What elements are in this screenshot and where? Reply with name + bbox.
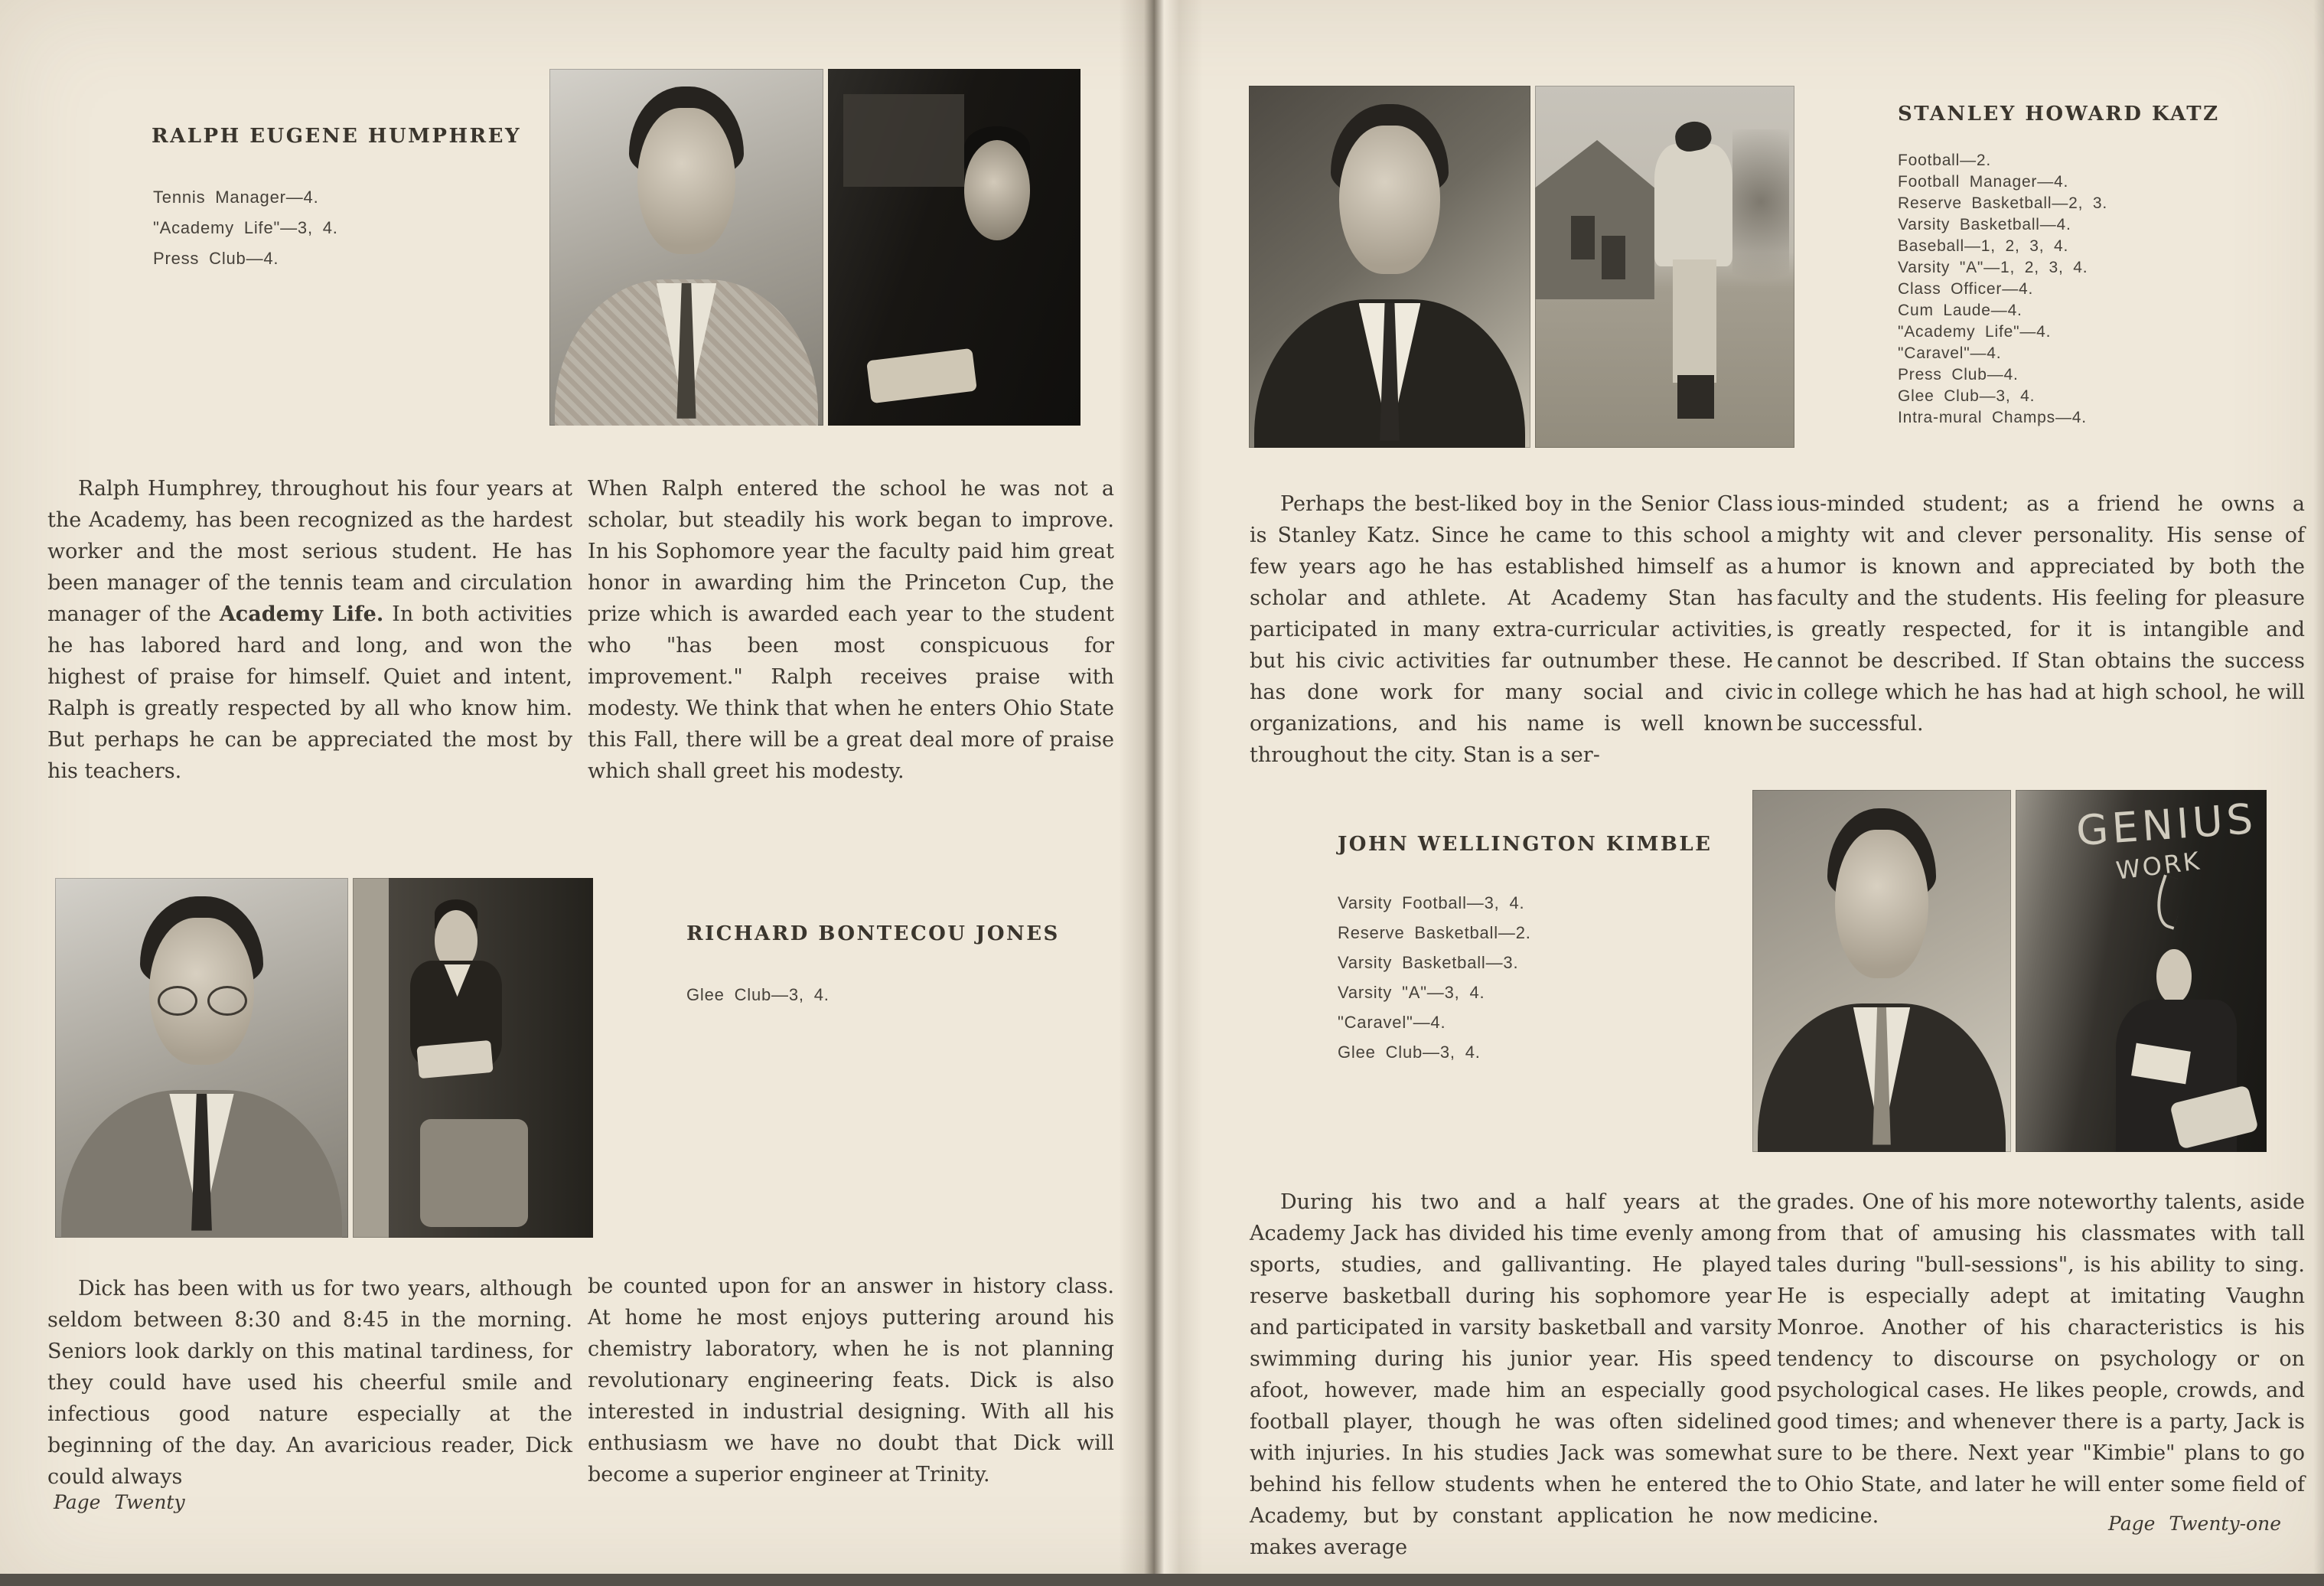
baseball-jersey-shape [1654,144,1732,267]
jones-candid-photo [353,878,593,1238]
activities-list-jones [686,980,830,1010]
humphrey-bio-col1 [47,473,572,787]
activity-item: Cum Laude—4. [1898,302,2022,319]
kimble-candid-photo [2016,790,2267,1152]
portrait-face [1339,126,1440,274]
baseball-sock-shape [1677,375,1713,419]
activity-item: Varsity "A"—1, 2, 3, 4. [1898,259,2088,276]
activity-item: "Caravel"—4. [1898,344,2002,362]
jones-photo-pair [55,878,593,1238]
house-window-shape [1571,216,1595,259]
katz-portrait-photo [1249,86,1530,448]
katz-bio-col1: Perhaps the best-liked boy in the Senior Class is Stanley Katz. Since he came to this school a few years ago he has established himself as a scholar and athlete. At Academy Stan has participated in many extra-curricular activities, but his civic activities far outnumber these. He has done work for many social and civic organizations, and his name is well known throughout the city. Stan is a ser- [1250,492,1773,767]
page-number-left: Page Twenty [54,1491,185,1513]
book-shape [866,348,976,403]
activity-item: Press Club—4. [1898,366,2019,383]
jones-portrait-photo [55,878,348,1238]
chalk-arrow-icon [2149,874,2189,930]
activity-item: Reserve Basketball—2, 3. [1898,194,2107,212]
activity-item: Glee Club—3, 4. [686,985,830,1004]
legs-shape [420,1119,528,1227]
bio-text: Ralph Humphrey, throughout his four years at the Academy, has been recognized as the hardest worker and the most serious student. He has been manager of the tennis team and circulation manager of the [47,477,572,626]
kimble-bio-col1: During his two and a half years at the Academy Jack has divided his time evenly among sports, studies, and gallivanting. He played reserve basketball during his sophomore year and participated in varsity basketball and varsity swimming during his junior year. His speed afoot, however, made him an especially good football player, though he was often sidelined with injuries. In his studies Jack was somewhat behind his fellow students when he entered the Academy, but by constant application he now makes average [1250,1190,1772,1559]
page-right-edge [2313,0,2324,1586]
activities-list-humphrey [153,182,338,274]
jones-bio-col2: be counted upon for an answer in history class. At home he most enjoys puttering around his chemistry laboratory, when he is not planning revolutionary engineering feats. Dick is also interested in industrial designing. With all his enthusiasm we have no doubt that Dick will become a superior engineer at Trinity. [588,1274,1114,1486]
activity-item: Reserve Basketball—2. [1338,923,1531,942]
activity-item: Varsity Basketball—3. [1338,953,1519,972]
activity-item: "Caravel"—4. [1338,1013,1446,1032]
katz-baseball-photo [1535,86,1794,448]
book-gutter [1119,0,1203,1586]
activity-item: "Academy Life"—4. [1898,323,2052,341]
katz-photo-pair [1249,86,1794,448]
activity-item: Intra-mural Champs—4. [1898,409,2087,426]
glasses-shape [207,986,247,1016]
house-shape [1535,140,1654,299]
activity-item: Glee Club—3, 4. [1338,1043,1481,1062]
student-name-katz: STANLEY HOWARD KATZ [1898,103,2220,126]
humphrey-candid-photo [828,69,1081,426]
portrait-face [637,108,736,254]
activity-item: Varsity Football—3, 4. [1338,893,1525,912]
bio-text-bold: Academy Life. [219,602,384,626]
bio-text: In both activities he has labored hard and long, and won the highest of praise for himself. Quiet and intent, Ralph is greatly respected by all who know him. But perhaps he can be appreciated the most by his teachers. [47,602,572,783]
window-shape [843,94,964,187]
portrait-face [1835,830,1928,978]
katz-bio-col2: ious-minded student; as a friend he owns a mighty wit and clever personality. His sense of humor is known and appreciated by both the faculty and the students. His feeling for pleasure is greatly respected, for it is intangible and cannot be described. If Stan obtains the success in college which he has had at high school, he will be successful. [1777,492,2305,736]
activities-list-kimble [1338,888,1531,1067]
baseball-pants-shape [1673,259,1717,383]
book-bottom-edge [0,1574,2324,1586]
page-number-right: Page Twenty-one [2108,1513,2281,1535]
humphrey-portrait-photo [549,69,823,426]
activity-item: Varsity "A"—3, 4. [1338,983,1485,1002]
activity-item: Football Manager—4. [1898,173,2069,191]
activity-item: Varsity Basketball—4. [1898,216,2071,233]
candid-face [964,140,1030,240]
activity-item: "Academy Life"—3, 4. [153,218,338,237]
humphrey-photo-pair [549,69,1081,426]
activity-item: Tennis Manager—4. [153,188,319,207]
kimble-bio-col2: grades. One of his more noteworthy talents, aside from that of amusing his classmates with tall tales during "bull-sessions", is his ability to sing. He is especially adept at imitating Vaughn Monroe. Another of his characteristics is his tendency to discourse on psychology or on psychological cases. He likes people, crowds, and good times; and whenever there is a party, Jack is sure to be there. Next year "Kimbie" plans to go to Ohio State, and later he will enter some field of medicine. [1777,1190,2305,1528]
activity-item: Press Club—4. [153,249,279,268]
jones-bio-col1: Dick has been with us for two years, although seldom between 8:30 and 8:45 in the morning. Seniors look darkly on this matinal tardiness, for they could have used his cheerful smile and infectious good nature especially at the beginning of the day. An avaricious reader, Dick could always [47,1277,572,1489]
kimble-photo-pair [1752,790,2267,1152]
activity-item: Baseball—1, 2, 3, 4. [1898,237,2069,255]
activity-item: Football—2. [1898,152,1992,169]
student-name-humphrey: RALPH EUGENE HUMPHREY [152,125,521,148]
kimble-portrait-photo [1752,790,2011,1152]
chalkboard-work-text: WORK [2114,846,2203,886]
tree-shape [1732,129,1790,311]
book-shape [416,1040,494,1079]
glasses-shape [158,986,197,1016]
student-name-jones: RICHARD BONTECOU JONES [686,922,1060,945]
activity-item: Glee Club—3, 4. [1898,387,2036,405]
activities-list-katz [1898,150,2107,429]
activity-item: Class Officer—4. [1898,280,2034,298]
humphrey-bio-col2: When Ralph entered the school he was not a scholar, but steadily his work began to improve. In his Sophomore year the faculty paid him great honor in awarding him the Princeton Cup, the prize which is awarded each year to the student who "has been most conspicuous for improvement." Ralph receives praise with modesty. We think that when he enters Ohio State this Fall, there will be a great deal more of praise which shall greet his modesty. [588,477,1114,783]
chalkboard-genius-text: GENIUS [2074,795,2258,856]
candid-face [2156,949,2192,1003]
student-name-kimble: JOHN WELLINGTON KIMBLE [1338,833,1713,856]
